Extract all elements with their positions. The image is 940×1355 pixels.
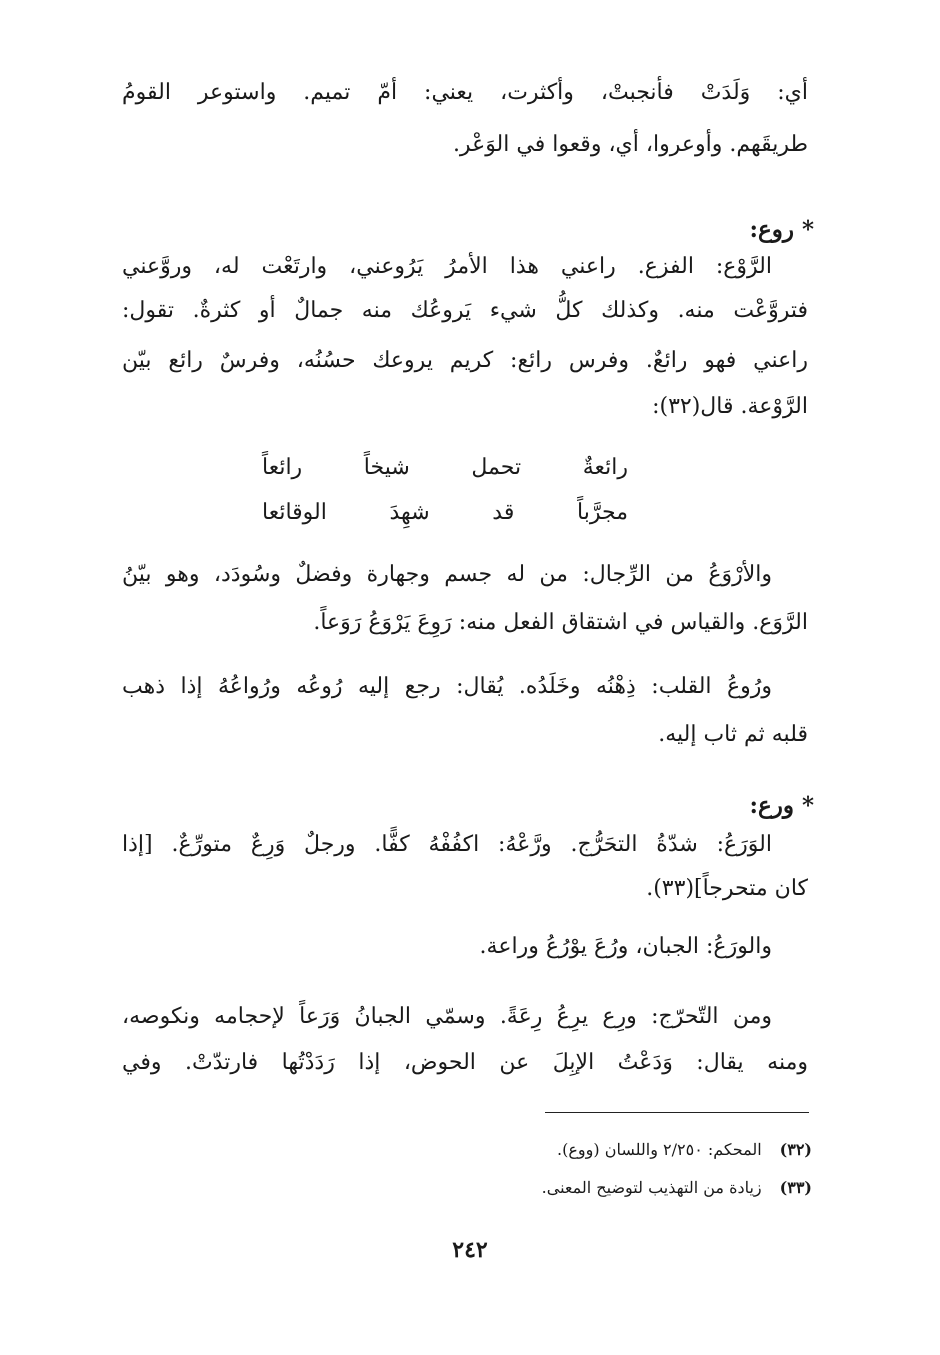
footnote-text: زيادة من التهذيب لتوضيح المعنى. — [541, 1178, 762, 1197]
footnote-text: المحكم: ٢/٢٥٠ واللسان (ووع). — [557, 1140, 762, 1159]
body-line: الرَّوْعة. قال(٣٢): — [652, 394, 808, 419]
footnote — [542, 1178, 812, 1197]
body-line: ورُوعُ القلب: ذِهْنُه وخَلَدُه. يُقال: رجع إليه رُوعُه ورُواعُهُ إذا ذهب — [122, 674, 772, 699]
body-line: الوَرَعُ: شدّةُ التحَرُّج. ورَّعْهُ: اكفُفْهُ كفًّا. ورجلٌ وَرِعٌ متورِّعٌ. [إذا — [122, 832, 772, 857]
footnote-divider — [545, 1112, 809, 1113]
footnote — [557, 1140, 812, 1159]
footnote-number: (٣٢) — [779, 1140, 812, 1159]
body-line: راعني فهو رائعٌ. وفرس رائع: كريم يروعك حسُنُه، وفرسٌ رائع بيّن — [122, 348, 808, 373]
verse-line: رائعةٌ تحمل شيخاً رائعاً — [262, 455, 628, 480]
body-line: فتروَّعْت منه. وكذلك كلُّ شيء يَروعُك منه جمالٌ أو كثرةٌ. تقول: — [122, 298, 808, 323]
body-line: ومنه يقال: وَدَعْتُ الإبِلَ عن الحوض، إذا رَدَدْتُها فارتدّتْ. وفي — [122, 1050, 808, 1075]
body-line: طريقَهم. وأوعروا، أي، وقعوا في الوَعْر. — [452, 132, 808, 157]
footnote-number: (٣٣) — [779, 1178, 812, 1197]
body-line: قلبه ثم ثاب إليه. — [658, 722, 808, 747]
body-line: كان متحرجاً](٣٣). — [646, 876, 808, 901]
verse-line: مجرَّباً قد شهِدَ الوقائعا — [262, 500, 628, 525]
entry-heading-rawa: * روع: — [749, 216, 814, 243]
entry-heading-wara: * ورع: — [749, 792, 814, 819]
body-line: والورَعُ: الجبان، ورُعَ يوْرُعُ وراعة. — [479, 934, 772, 959]
body-line: ومن التّحرّج: ورِع يرِعُ رِعَةً. وسمّي الجبانُ وَرَعاً لإحجامه ونكوصه، — [122, 1004, 772, 1029]
page-number: ٢٤٢ — [452, 1237, 488, 1263]
body-line: الرَّوَع. والقياس في اشتقاق الفعل منه: رَوِعَ يَرْوَعُ رَوَعاً. — [313, 610, 808, 635]
body-line: والأرْوَعُ من الرِّجال: من له جسم وجهارة وفضلٌ وسُودَد، وهو بيّنُ — [122, 562, 772, 587]
body-line: أي: وَلَدَتْ فأنجبتْ، وأكثرت، يعني: أمّ تميم. واستوعر القومُ — [122, 80, 808, 105]
body-line: الرَّوْع: الفزع. راعني هذا الأمرُ يَرُوعني، وارتَعْت له، وروَّعني — [122, 254, 772, 279]
